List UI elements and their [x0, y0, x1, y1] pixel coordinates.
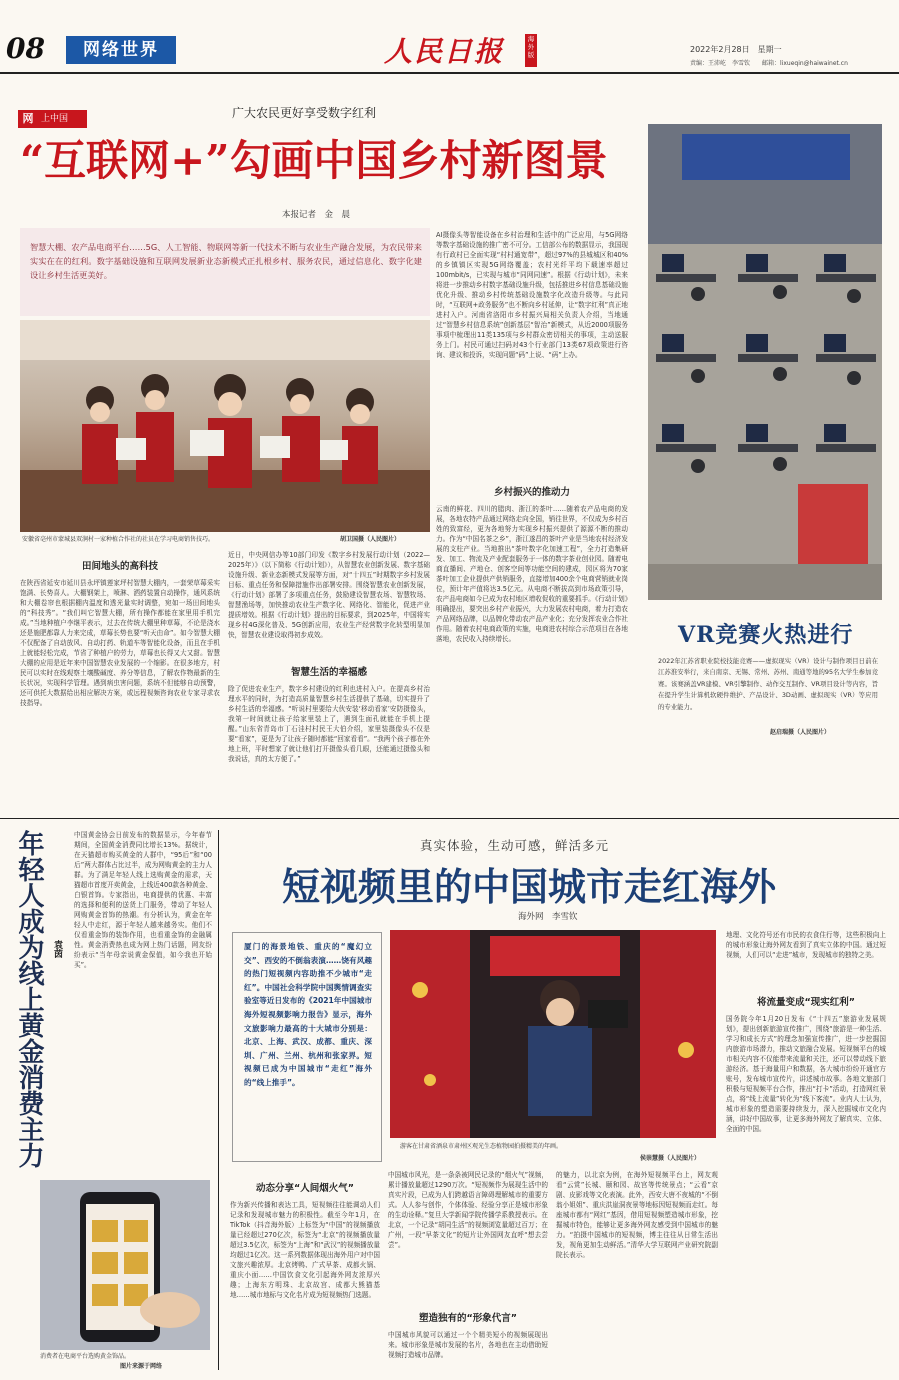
article2-lead: 厦门的海景地铁、重庆的“魔幻立交”、西安的不倒翁表演……饶有风趣的热门短视频内容助推不少城市“走红”。中国社会科学院中国舆情调查实验室等近日发布的《2021年中国城市海外短视频影响力报告》显示，海外文旅影响力最高的十大城市分别是：北京、上海、武汉、成都、重庆、深圳、广州、兰州、杭州和张家界。短视频已成为中国城市“走红”海外的“线上推手”。 [244, 942, 372, 1087]
page-number: 08 [6, 32, 45, 65]
article1-subhead-3: 乡村振兴的推动力 [493, 487, 570, 498]
vr-caption: 2022年江苏省职业院校技能竞赛——虚拟现实（VR）设计与制作项目日前在江苏淮安举行，来自南京、无锡、常州、苏州、南通等地的95名大学生参加竞赛。该赛涵盖VR建模、VR引擎制作、动作交互制作、VR项目设计等内容，旨在提升学生计算机软硬件维护、产品设计、3D动画、虚拟现实（VR）等应用的专业能力。 [658, 657, 878, 711]
article2-column-2b: 中国城市风貌可以通过一个个精美短小的视频展现出来。城市形象是城市发展的名片，各地也在主动借助短视频打造城市品牌。 [388, 1331, 548, 1359]
article2-column-2: 中国城市风光，是一条条被网民记录的“烟火气”视频，累计播放量超过1290万次。“短视频作为展现生活中的真实片段，已成为人们跨越语言障碍理解城市的重要方式。人人参与创作，个体体验、经验分享正是城市形象的生动诠释。”复旦大学新闻学院传播学系教授表示。在北京，一个记录“胡同生活”的视频浏览量超过百万；在广州，一段“早茶文化”的短片让外国网友直呼“想去尝尝”。 [388, 1171, 548, 1249]
article2-photo-credit: 侯崇慧摄（人民图片） [640, 1155, 701, 1162]
tag-label: 上中国 [38, 110, 87, 128]
editors-line: 责编：王沛屹 李雪钦 邮箱：lixueqin@haiwainet.cn [690, 60, 848, 67]
article1-column-2b: 除了促进农业生产，数字乡村建设的红利也进村入户。在提高乡村治理水平的同时，为打造高质量智慧乡村生活提供了基础，切实提升了乡村生活的幸福感。“听说村里要给大伙安装‘移动看家’安防摄像头，我第一时间就让孩子给家里装上了，遇到生面孔就能在手机上提醒。”山东省青岛市丁石洼村村民王大伯介绍，家里装摄像头不仅是要“看家”，更是为了让孩子随时都能“回家看看”。“我两个孩子都在外地上班，平时想家了就让他们打开摄像头看几眼，还能通过摄像头和我说话，真的太方便了。” [228, 685, 430, 763]
tag-icon: 网 [18, 110, 38, 128]
gold-photo-credit: 图片来源于网络 [120, 1363, 163, 1370]
article1-byline: 本报记者 金 晨 [282, 210, 351, 220]
sidebar-body: 中国黄金协会日前发布的数据显示，今年春节期间，全国黄金消费同比增长13%。据统计，在天猫超市购买黄金的人群中，“95后”和“00后”两大群体占比过半，成为网购黄金的主力人群。为了满足年轻人线上选购黄金的需求，天猫超市首度开卖黄金，上线近400款各种黄金、白银首饰。专家指出，电商提供的优惠、丰富的选择和便利的送货上门服务，带动了年轻人网购黄金首饰的热潮。有分析认为，黄金在年轻人中走红，源于年轻人越来越务实。他们不仅看重金饰的装饰作用，也看重金饰的金融属性。黄金消费热也成为网上热门话题，网友纷纷表示“当年母亲说黄金保值，如今我也开始买”。 [74, 831, 212, 969]
article2-subhead-1: 动态分享“人间烟火气” [256, 1183, 354, 1194]
new-year-photo [390, 930, 716, 1138]
article1-headline: “互联网+”勾画中国乡村新图景 [20, 136, 608, 185]
article2-subhead-2: 塑造独有的“形象代言” [419, 1313, 517, 1324]
sidebar-divider [218, 830, 219, 1370]
vr-credit: 赵启瑞摄（人民图片） [770, 729, 831, 736]
section-label: 网络世界 [66, 36, 176, 64]
article2-column-4b: 国务院今年1月20日发布《“十四五”旅游业发展规划》，提出创新旅游宣传推广，围绕“旅游是一种生活、学习和成长方式”的理念加强宣传推广，进一步挖掘国内旅游市场潜力，推动文旅融合发展。短视频平台的城市相关内容不仅能带来流量和关注，还可以带动线下旅游经济。基于海量用户和数据，各大城市纷纷开通官方账号，发布城市宣传片，讲述城市故事。各地文旅部门积极与短视频平台合作，推出“打卡”活动，打造网红景点，将“线上流量”转化为“线下客流”。业内人士认为，城市形象的塑造需要持续发力，深入挖掘城市文化内涵，讲好中国故事，让更多海外网友了解真实、立体、全面的中国。 [726, 1015, 886, 1133]
masthead-logo: 人民日报 [384, 35, 505, 68]
article1-photo-credit: 胡卫国摄（人民图片） [340, 536, 401, 543]
article1-column-3a: AI摄像头等智能设备在乡村治理和生活中的广泛应用，与5G网络等数字基础设施的推广密不可分。工信部公布的数据显示，我国现有行政村已全面实现“村村通宽带”，超过97%的县城城区和40%的乡镇镇区实现5G网络覆盖；农村光纤平均下载速率超过100mbit/s，已实现与城市“同网同速”。根据《行动计划》，未来将进一步推动乡村数字基础设施升级，包括推进乡村信息基础设施优化升级、推动乡村传统基础设施数字化改造升级等。与此同时，“互联网+政务服务”也不断向乡村延伸，让“数字红利”真正地进村入户。河南省洛阳市乡村振兴局相关负责人介绍，当地通过“智慧乡村信息系统”创新基层“智治”新模式，从近2000项服务事项中梳理出11类135项与乡村群众密切相关的事项，主动送服务上门。村民可通过扫码对43个行业部门13类67项政策进行咨询、建议和投诉，实现问题“码”上说、“码”上办。 [436, 231, 628, 359]
sidebar-title: 年轻人成为线上黄金消费主力 [14, 830, 44, 1168]
article2-byline: 海外网 李雪钦 [518, 912, 578, 922]
article2-column-1: 作为新兴传播和表达工具，短视频往往能调动人们记录和发现城市魅力的积极性。截至今年1月，在TikTok（抖音海外版）上标签为“中国”的视频播放量已经超过270亿次，标签为“北京”的视频播放量超过3.5亿次，标签为“上海”和“武汉”的视频播放量均超过1亿次。这一系列数据体现出海外用户对中国文旅兴趣浓厚。北京烤鸭、广式早茶、成都火锅、重庆小面……中国饮食文化引起海外网友浓厚兴趣；上海东方明珠、北京故宫、成都大熊猫基地……城市地标与文化名片成为短视频热门选题。 [230, 1201, 380, 1299]
issue-date: 2022年2月28日 星期一 [690, 45, 782, 54]
article1-column-3b: 云南的鲜花、四川的腊肉、浙江的茶叶……随着农产品电商的发展，各地农特产品通过网络走向全国，销往世界，不仅成为乡村百姓的致富经，更为各地努力实现乡村振兴提供了源源不断的推动力。作为“中国名茶之乡”，浙江遂昌的茶叶产业是当地农村经济发展的支柱产业。当地推出“茶叶数字化加速工程”，全力打造集研发、加工、物流及产业配套服务于一体的数字茶业创业园。随着电商直播间、产地仓、创客空间等功能空间的建成，园区将为70家茶叶加工企业提供产供销服务，直接增加400余个电商营销就业岗位，预计年产值将达3.5亿元。从电商不断拔高到市场政策引导，农产品电商如今已成为农村地区增收促收的重要抓手。《行动计划》明确提出，要突出乡村产业振兴，大力发展农村电商，着力打造农产品网络品牌，以品牌化带动农产品产业化；充分发挥农业合作社作用。随着农村电商政策的实施，电商进农村综合示范项目在各地落地，农民收入持续增长。 [436, 505, 628, 643]
article2-headline: 短视频里的中国城市走红海外 [282, 864, 777, 909]
article1-lead: 智慧大棚、农产品电商平台……5G、人工智能、物联网等新一代技术不断与农业生产融合发展，为农民带来实实在在的红利。数字基础设施和互联网发展新业态新模式正扎根乡村、服务农民，通过信息化、数字化建设让乡村生活更美好。 [30, 242, 422, 280]
article2-kicker: 真实体验，生动可感，鲜活多元 [420, 838, 610, 853]
article1-column-2a: 近日，中央网信办等10部门印发《数字乡村发展行动计划（2022—2025年）》（以下简称《行动计划》），从智慧农业创新发展、数字基础设施升级、新业态新模式发展等方面，对“十四五”时期数字乡村发展目标、重点任务和保障措施作出部署安排。围绕智慧农业创新发展，《行动计划》部署了多项重点任务，鼓励建设智慧农场、智慧牧场、智慧渔场等，加快推动农业生产数字化、网络化、智能化，促进产业提质增效。根据《行动计划》提出的目标要求，到2025年，中国将实现乡村4G深化普及、5G创新应用，农业生产经营数字化转型明显加快，智慧农业建设取得初步成效。 [228, 551, 430, 639]
gold-phone-photo [40, 1180, 210, 1350]
edition-badge: 海外版 [525, 34, 537, 67]
article2-photo-caption: 游客在甘肃省酒泉市肃州区观光生态植物园拍摄精美的年画。 [400, 1143, 563, 1150]
article1-subhead-2: 智慧生活的幸福感 [290, 667, 367, 678]
article1-photo-caption: 安徽省亳州市蒙城县双涧村一家种植合作社的社员在学习电商销售技巧。 [22, 536, 215, 543]
article1-kicker: 广大农民更好享受数字红利 [232, 106, 377, 120]
article1-column-1: 在陕西省延安市延川县永坪镇莲家坪村智慧大棚内，一套荣草莓采实饱满、长势喜人。大棚钢架上，喷淋、洒药装置自动操作，通风系统和大棚卷帘也根据棚内温度和透光量实时调整，宛如一场田间地头的“科技秀”。“我们叫它智慧大棚，所有操作都能在家里用手机完成。”当地种植户李继平表示，过去在传统大棚里种草莓，不论是浇水还是施肥都靠人力来完成，草莓长势也要“听天由命”。如今智慧大棚不仅配备了自动放风、自动打药、轨道车等智能化设备，而且在手机上就能轻松完成，节省了种植户的劳力，草莓也长得又大又甜。智慧大棚的应用是近年来中国智慧农业发展的一个缩影。在很多地方，村民可以实时在线观察土壤酸碱度、养分等信息，了解农作物最新的生长状况，实现科学管理。遇到病虫害问题，系统不但能够自动预警，还可供托大数据给出相应解决方案，或远程视频咨询农业专家寻求农技指导。 [20, 579, 220, 707]
gold-photo-caption: 消费者在电商平台选购黄金饰品。 [40, 1353, 131, 1360]
article2-column-3: 的魅力，以北京为例，在海外短视频平台上，网友观看“云赏”长城、颐和园、故宫等传统景点；“云看”京剧、皮影戏等文化表演。此外，西安大唐不夜城的“不倒翁小姐姐”、重庆洪崖洞夜景等地标因短视频而走红。每座城市都有“网红”基因，借用短视频塑造城市形象，挖掘城市特色，能够让更多海外网友感受到中国城市的魅力。“拍摄中国城市的短视频，博主往往从日常生活出发，视角更加生动鲜活。”清华大学互联网产业研究院副院长表示。 [556, 1171, 718, 1259]
vr-competition-photo [648, 124, 882, 600]
section-divider [0, 818, 899, 819]
header-rule [0, 72, 899, 74]
farmers-photo [20, 320, 430, 532]
vr-title: VR竞赛火热进行 [678, 622, 854, 648]
article1-subhead-1: 田间地头的高科技 [81, 561, 158, 572]
sidebar-author: 袁茵 [52, 940, 62, 958]
article2-column-4: 地理、文化符号还有市民的衣食住行等，这些积极向上的城市形象让海外网友看到了真实立体的中国。通过短视频，人们可以“走进”城市，发现城市的独特之美。 [726, 931, 886, 959]
article2-subhead-3: 将流量变成“现实红利” [757, 997, 855, 1008]
